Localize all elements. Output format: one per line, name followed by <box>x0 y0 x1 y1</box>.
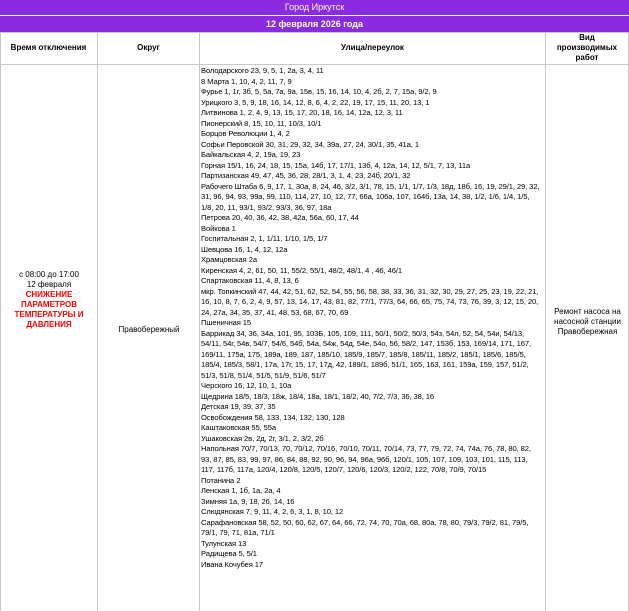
district-cell: Правобережный <box>118 325 180 334</box>
street-item: Фурье 1, 1г, 3б, 5, 5а, 7а, 9а, 15в, 15, 16, 14, 10, 4, 2б, 2, 7, 15а, 9/2, 9 <box>201 87 437 96</box>
street-item: Храмцовская 2а <box>201 255 257 264</box>
street-item: Черского 16, 12, 10, 1, 10а <box>201 381 292 390</box>
street-item: Каштаковская 55, 55а <box>201 423 277 432</box>
street-item: Софьи Перовской 30, 31, 29, 32, 34, 39а, 27, 24, 30/1, 35, 41а, 1 <box>201 139 419 149</box>
street-item: Баррикад 34, 36, 34а, 101, 95, 103Б, 105, 109, 111, 50/1, 50/2, 50/3, 54з, 54л, 52, 54, 54и, 54/13, 54/11, 54г, 54в, 54/7, 54/6, 54б, 54а, 54ж, 54д, 54е, 54о, 56, 58/2, 147, 153б, 153, 169/14, 171, 167, 169/11, 175а, 175, 189а, 189, 187, 185/10, 185/9, 185/7, 185/8, 185/11, 185/2, 185/1, 185/6, 185/5, 185/4, 185/3, 58/1, 17а, 17г, 15, 17, 17д, 42, 189/1, 189б, 51/1, 165, 163, 161, 159а, 159, 157, 51/2, 51/3, 51/8, 51/4, 51/5, 51/9, 51/6, 51/7 <box>201 328 531 380</box>
street-item: Щедрина 18/5, 18/3, 18ж, 18/4, 18а, 18/1, 18/2, 40, 7/2, 7/3, 36, 38, 16 <box>201 391 435 401</box>
grid-line <box>0 64 629 65</box>
street-item: Сарафановская 58, 52, 50, 60, 62, 67, 64, 66, 72, 74, 70, 70а, 68, 80а, 78, 80, 79/3, 79/2, 81, 79/5, 79/1, 79, 71, 81а, 71/1 <box>201 517 529 537</box>
time-cell <box>0 270 98 330</box>
street-item: Киренская 4, 2, 61, 50, 11, 55/2, 55/1, 48/2, 48/1, 4 , 46, 46/1 <box>201 265 402 275</box>
street-item: Войкова 1 <box>201 223 236 233</box>
street-item: Ивана Кочубея 17 <box>201 559 264 569</box>
street-item: Ленская 1, 1б, 1а, 2а, 4 <box>201 486 281 495</box>
street-item: Партизанская 49, 47, 45, 36, 28, 28/1, 3, 1, 4, 23, 24б, 20/1, 32 <box>201 171 411 180</box>
street-item: Потанина 2 <box>201 475 241 485</box>
street-item: Пшеничная 15 <box>201 318 252 327</box>
street-item: Детская 19, 39, 37, 35 <box>201 402 276 411</box>
date-title: 12 февраля 2026 года <box>0 16 629 32</box>
column-header-time: Время отключения <box>10 43 87 52</box>
street-item: Ушаковская 2в, 2д, 2г, 3/1, 2, 3/2, 2б <box>201 433 324 443</box>
time-range: с 08:00 до 17:00 <box>19 270 79 279</box>
street-item: Урицкого 3, 5, 9, 18, 16, 14, 12, 8, 6, 4, 2, 22, 19, 17, 15, 11, 20, 13, 1 <box>201 97 430 107</box>
column-header-street: Улица/переулок <box>341 43 404 52</box>
column-header-district: Округ <box>137 43 160 52</box>
city-title: Город Иркутск <box>0 0 629 15</box>
street-item: Радищева 5, 5/1 <box>201 549 257 558</box>
street-item: Пионерский 8, 15, 10, 11, 10/3, 10/1 <box>201 118 322 128</box>
street-item: Борцов Революции 1, 4, 2 <box>201 129 290 138</box>
street-item: Напольная 70/7, 70/13, 70, 70/12, 70/16, 70/10, 70/11, 70/14, 73, 77, 79, 72, 74, 74а, 76, 78, 80, 82, 93, 87, 85, 83, 99, 97, 86, 84, 88, 92, 90, 96, 94, 96а, 96б, 120/1, 105, 107, 109, 103, 101, 115, 113, 117, 117б, 117а, 120/4, 120/8, 120/5, 120/7, 120/6, 120/3, 120/2, 122, 70/8, 70/9, 70/15 <box>201 444 531 474</box>
street-item: Байкальская 4, 2, 19а, 19, 23 <box>201 150 301 159</box>
outage-date: 12 февраля <box>26 280 72 289</box>
column-header-work: Вид производимых работ <box>556 33 618 62</box>
street-item: мкр. Топкинский 47, 44, 42, 51, 62, 52, 54, 55, 56, 58, 38, 33, 36, 31, 32, 30, 29, 27, 25, 23, 19, 22, 21, 16, 10, 8, 7, 6, 2, 4, 9, 57, 13, 14, 17, 43, 81, 82, 77/1, 77/3, 64, 66, 65, 75, 74, 73, 76, 39, 3, 12, 15, 20, 24, 27а, 34, 35, 37, 41, 48, 53, 68, 67, 70, 69 <box>201 286 539 317</box>
street-item: Рабочего Штаба 6, 9, 17, 1, 30а, 8, 24, 46, 3/2, 3/1, 78, 15, 1/1, 1/7, 1/3, 18д, 18б, 16, 19, 29/1, 29, 32, 31, 96, 94, 93, 99а, 99, 110, 114, 27, 10, 12, 77, 66а, 106а, 107, 164б, 13а, 14, 38, 1/2, 1/6, 1/4, 1/5, 1/8, 20, 11, 93/1, 93/2, 93/3, 36, 97, 18а <box>201 181 540 212</box>
street-item: Петрова 20, 40, 36, 42, 38, 42а, 56а, 60, 17, 44 <box>201 213 359 222</box>
street-item: Госпитальная 2, 1, 1/11, 1/10, 1/5, 1/7 <box>201 234 328 243</box>
street-item: Тулунская 13 <box>201 538 247 548</box>
street-item: Горная 15/1, 16, 24, 18, 15, 15а, 14б, 17, 17/1, 13б, 4, 12а, 14, 12, 5/1, 7, 13, 11а <box>201 160 471 170</box>
street-item: Зимняя 1а, 9, 18, 26, 14, 16 <box>201 496 295 506</box>
warning-text: СНИЖЕНИЕ ПАРАМЕТРОВ ТЕМПЕРАТУРЫ И ДАВЛЕНИЯ <box>14 290 84 329</box>
street-item: Спартаковская 11, 4, 8, 13, 6 <box>201 276 299 285</box>
street-item: Шевцова 16, 1, 4, 12, 12а <box>201 244 288 254</box>
street-item: Литвинова 1, 2, 4, 9, 13, 15, 17, 20, 18, 16, 14, 12а, 12, 3, 11 <box>201 108 403 117</box>
street-item: Володарского 23, 9, 5, 1, 2а, 3, 4, 11 <box>201 66 324 75</box>
grid-line <box>199 32 200 611</box>
street-item: Освобождения 58, 133, 134, 132, 130, 128 <box>201 412 345 422</box>
street-list <box>201 66 541 570</box>
street-item: Слюдянская 7, 9, 11, 4, 2, 6, 3, 1, 8, 10, 12 <box>201 507 344 516</box>
street-item: 8 Марта 1, 10, 4, 2, 11, 7, 9 <box>201 76 292 86</box>
work-type-cell: Ремонт насоса на насосной станции Правобережная <box>554 307 621 336</box>
